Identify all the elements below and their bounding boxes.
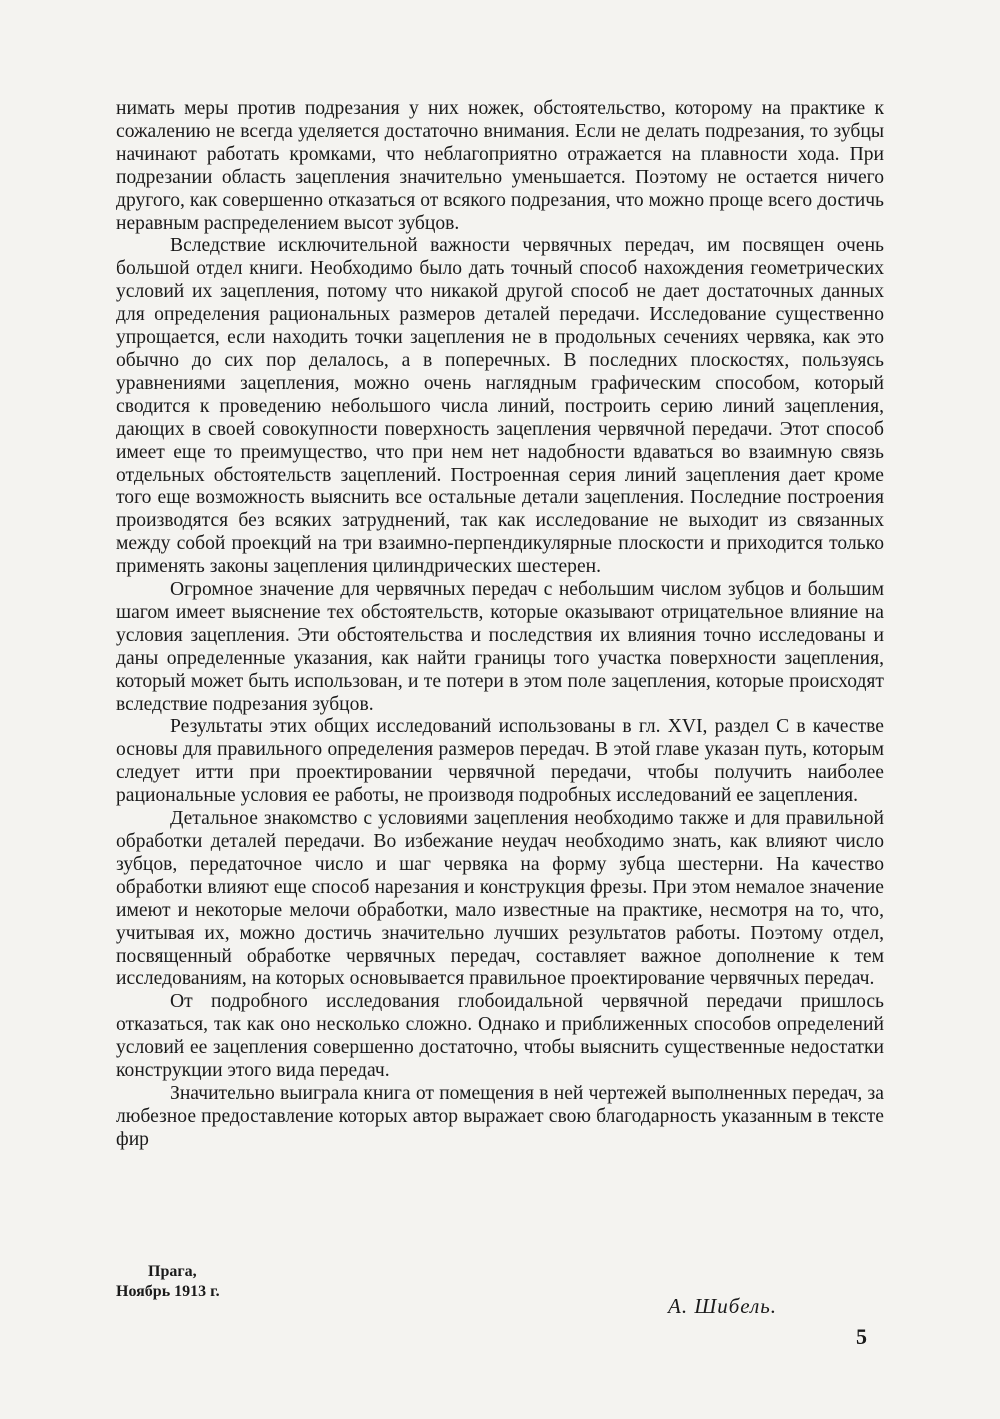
paragraph-7: Значительно выиграла книга от помещения в ней чертежей выполненных передач, за любезное предоставление которых автор выражает свою благодарность указанным в тексте фир bbox=[116, 1082, 884, 1150]
paragraph-1: нимать меры против подрезания у них ножек, обстоятельство, которому на практике к сожалению не всегда уделяется достаточно внимания. Если не делать подрезания, то зубцы начинают работать кромками, что неблагоприятно отражается на плавности хода. При подрезании область зацепления значительно уменьшается. Поэтому не остается ничего другого, как совершенно отказаться от всякого подрезания, что можно проще всего достичь неравным распределением высот зубцов. bbox=[116, 98, 884, 234]
author-signature: А. Шибель. bbox=[668, 1294, 778, 1318]
paragraph-2: Вследствие исключительной важности червячных передач, им посвящен очень большой отдел книги. Необходимо было дать точный способ нахождения геометрических условий их зацепления, потому что никакой другой способ не дает достаточных данных для определения рациональных размеров деталей передачи. Исследование существенно упрощается, если находить точки зацепления не в продольных сечениях червяка, как это обычно до сих пор делалось, а в поперечных. В последних плоскостях, пользуясь уравнениями зацепления, можно очень наглядным графическим способом, который сводится к проведению небольшого числа линий, построить серию линий зацепления, дающих в своей совокупности поверхность зацепления червячной передачи. Этот способ имеет еще то преимущество, что при нем нет надобности вдаваться во взаимную связь отдельных обстоятельств зацеплений. Построенная серия линий зацепления дает кроме того еще возможность выяснить все остальные детали зацепления. Последние построения производятся без всяких затруднений, так как исследование не выходит из связанных между собой проекций на три взаимно-перпендикулярные плоскости и приходится только применять законы зацепления цилиндрических шестерен. bbox=[116, 235, 884, 578]
place-text: Прага, bbox=[148, 1263, 197, 1280]
paragraph-6: От подробного исследования глобоидальной червячной передачи пришлось отказаться, так как оно несколько сложно. Однако и приближенных способов определений условий ее зацепления совершенно достаточно, чтобы выяснить существенные недостатки конструкции этого вида передач. bbox=[116, 991, 884, 1082]
place-date bbox=[116, 1262, 220, 1302]
document-body bbox=[116, 98, 884, 1152]
date-text: Ноябрь 1913 г. bbox=[116, 1283, 220, 1300]
paragraph-3: Огромное значение для червячных передач с небольшим числом зубцов и большим шагом имеет выяснение тех обстоятельств, которые оказывают отрицательное влияние на условия зацепления. Эти обстоятельства и последствия их влияния точно исследованы и даны определенные указания, как найти границы того участка поверхности зацепления, который может быть использован, и те потери в этом поле зацепления, которые происходят вследствие подрезания зубцов. bbox=[116, 579, 884, 715]
page-number: 5 bbox=[856, 1324, 867, 1349]
paragraph-5: Детальное знакомство с условиями зацепления необходимо также и для правильной обработки деталей передачи. Во избежание неудач необходимо знать, как влияют число зубцов, передаточное число и шаг червяка на форму зубца шестерни. На качество обработки влияют еще способ нарезания и конструкция фрезы. При этом немалое значение имеют и некоторые мелочи обработки, мало известные на практике, несмотря на то, что, учитывая их, можно достичь значительно лучших результатов работы. Поэтому отдел, посвященный обработке червячных передач, составляет важное дополнение к тем исследованиям, на которых основывается правильное проектирование червячных передач. bbox=[116, 808, 884, 990]
paragraph-4: Результаты этих общих исследований использованы в гл. XVI, раздел С в качестве основы для правильного определения размеров передач. В этой главе указан путь, которым следует итти при проектировании червячной передачи, чтобы получить наиболее рациональные условия ее работы, не производя подробных исследований ее зацепления. bbox=[116, 716, 884, 807]
